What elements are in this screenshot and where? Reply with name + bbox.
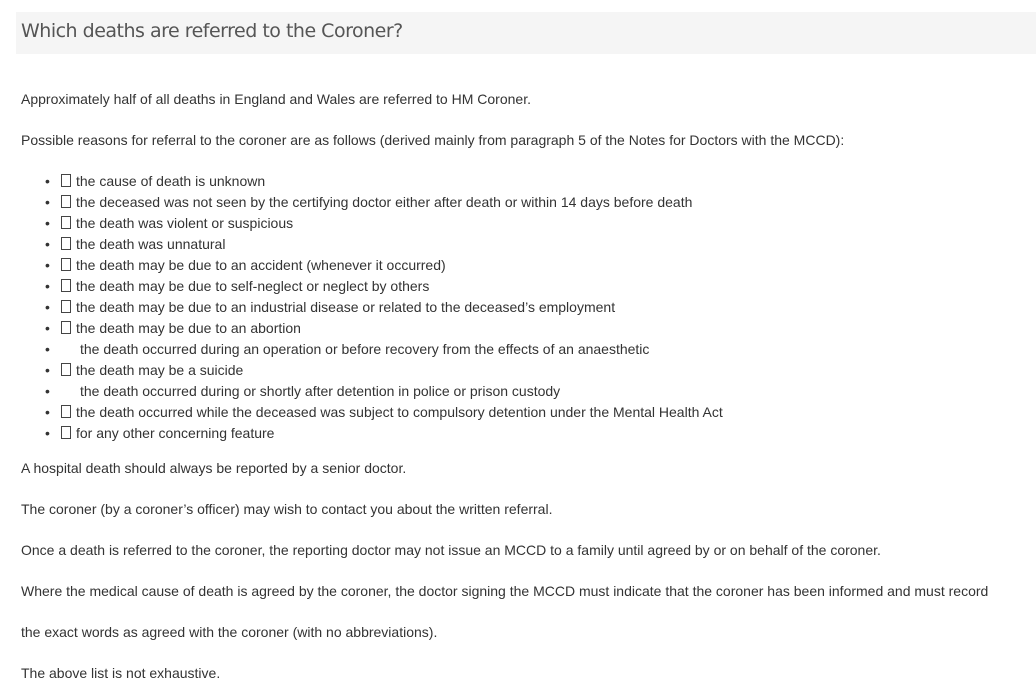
list-item-text: the death may be due to an accident (whenever it occurred) <box>76 257 446 273</box>
agreed-cause-paragraph: Where the medical cause of death is agreed by the coroner, the doctor signing the MCCD must indicate that the coroner has been informed and must record <box>21 583 989 599</box>
bullet-icon: • <box>45 299 50 315</box>
missing-glyph-box-icon <box>61 321 71 334</box>
list-item-text: the death occurred during an operation or before recovery from the effects of an anaesthetic <box>80 341 650 357</box>
list-item <box>21 214 723 235</box>
missing-glyph-box-icon <box>61 405 71 418</box>
list-item <box>21 298 723 319</box>
page-title: Which deaths are referred to the Coroner? <box>21 20 403 42</box>
hospital-death-paragraph: A hospital death should always be reported by a senior doctor. <box>21 460 407 476</box>
missing-glyph-box-icon <box>61 174 71 187</box>
list-item <box>21 193 723 214</box>
bullet-icon: • <box>45 194 50 210</box>
bullet-icon: • <box>45 173 50 189</box>
page-title-bar <box>16 12 1036 54</box>
list-item-text: the death may be due to self-neglect or neglect by others <box>76 278 430 294</box>
list-item-text: the death occurred while the deceased was subject to compulsory detention under the Mental Health Act <box>76 404 723 420</box>
reasons-intro-paragraph: Possible reasons for referral to the coroner are as follows (derived mainly from paragraph 5 of the Notes for Doctors with the MCCD): <box>21 132 845 148</box>
bullet-icon: • <box>45 278 50 294</box>
list-item-text: the death was violent or suspicious <box>76 215 294 231</box>
bullet-icon: • <box>45 215 50 231</box>
list-item <box>21 382 723 403</box>
bullet-icon: • <box>45 383 50 399</box>
referral-reasons-list <box>21 172 723 445</box>
list-item <box>21 277 723 298</box>
list-item <box>21 256 723 277</box>
list-item <box>21 172 723 193</box>
not-exhaustive-paragraph: The above list is not exhaustive. <box>21 665 221 681</box>
missing-glyph-box-icon <box>61 237 71 250</box>
missing-glyph-box-icon <box>61 258 71 271</box>
coroner-contact-paragraph: The coroner (by a coroner’s officer) may wish to contact you about the written referral. <box>21 501 553 517</box>
missing-glyph-box-icon <box>61 426 71 439</box>
missing-glyph-box-icon <box>61 195 71 208</box>
agreed-cause-paragraph-continued: the exact words as agreed with the coroner (with no abbreviations). <box>21 624 438 640</box>
list-item <box>21 361 723 382</box>
bullet-icon: • <box>45 320 50 336</box>
bullet-icon: • <box>45 257 50 273</box>
mccd-issue-paragraph: Once a death is referred to the coroner, the reporting doctor may not issue an MCCD to a family until agreed by or on behalf of the coroner. <box>21 542 881 558</box>
bullet-icon: • <box>45 236 50 252</box>
list-item-text: the death was unnatural <box>76 236 226 252</box>
list-item <box>21 235 723 256</box>
bullet-icon: • <box>45 404 50 420</box>
missing-glyph-box-icon <box>61 300 71 313</box>
bullet-icon: • <box>45 341 50 357</box>
list-item-text: the deceased was not seen by the certifying doctor either after death or within 14 days before death <box>76 194 693 210</box>
intro-paragraph: Approximately half of all deaths in England and Wales are referred to HM Coroner. <box>21 91 531 107</box>
list-item <box>21 403 723 424</box>
list-item-text: the death occurred during or shortly after detention in police or prison custody <box>80 383 561 399</box>
list-item-text: the cause of death is unknown <box>76 173 266 189</box>
list-item-text: the death may be due to an abortion <box>76 320 301 336</box>
list-item <box>21 424 723 445</box>
list-item-text: the death may be a suicide <box>76 362 244 378</box>
list-item <box>21 319 723 340</box>
list-item <box>21 340 723 361</box>
bullet-icon: • <box>45 362 50 378</box>
bullet-icon: • <box>45 425 50 441</box>
missing-glyph-box-icon <box>61 216 71 229</box>
list-item-text: for any other concerning feature <box>76 425 275 441</box>
missing-glyph-box-icon <box>61 279 71 292</box>
list-item-text: the death may be due to an industrial disease or related to the deceased’s employment <box>76 299 616 315</box>
missing-glyph-box-icon <box>61 363 71 376</box>
